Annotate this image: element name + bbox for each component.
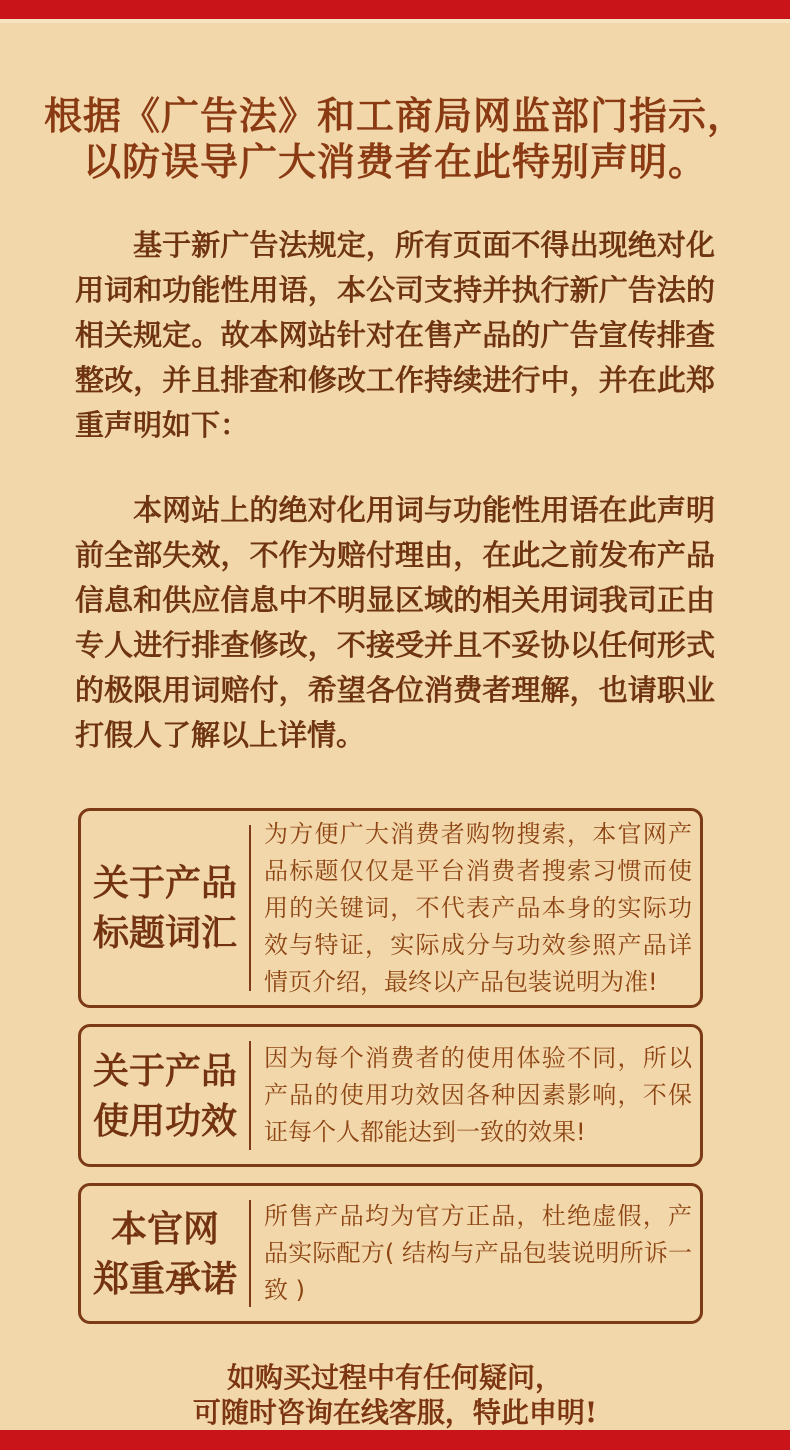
top-red-bar <box>0 0 790 19</box>
notice-box-title <box>81 1027 249 1164</box>
notice-box-title-line-1: 关于产品 <box>92 1049 237 1092</box>
footer-note-line-2: 可随时咨询在线客服，特此申明! <box>192 1396 598 1429</box>
intro-paragraph: 基于新广告法规定，所有页面不得出现绝对化用词和功能性用语，本公司支持并执行新广告法的相关规定。故本网站针对在售产品的广告宣传排查整改，并且排查和修改工作持续进行中，并在此郑重声明如下： <box>75 228 715 442</box>
notice-box-body-text: 所售产品均为官方正品，杜绝虚假，产品实际配方( 结构与产品包装说明所诉一致 ) <box>264 1202 692 1304</box>
notice-box-official-promise <box>78 1183 703 1324</box>
notice-box-title-line-1: 本官网 <box>110 1207 219 1250</box>
notice-box-title <box>81 1186 249 1321</box>
notice-box-body <box>251 1027 700 1164</box>
notice-box-title <box>81 811 249 1005</box>
bottom-red-bar <box>0 1430 790 1450</box>
notice-box-body-text: 因为每个消费者的使用体验不同，所以产品的使用功效因各种因素影响，不保证每个人都能达到一致的效果! <box>264 1044 692 1146</box>
declaration-paragraph: 本网站上的绝对化用词与功能性用语在此声明前全部失效，不作为赔付理由，在此之前发布产品信息和供应信息中不明显区域的相关用词我司正由专人进行排查修改，不接受并且不妥协以任何形式的极限用词赔付，希望各位消费者理解，也请职业打假人了解以上详情。 <box>75 493 715 752</box>
footer-note-line-1: 如购买过程中有任何疑问， <box>226 1361 563 1394</box>
page-title-line-2: 以防误导广大消费者在此特别声明。 <box>82 139 707 184</box>
notice-box-body-text: 为方便广大消费者购物搜索，本官网产品标题仅仅是平台消费者搜索习惯而使用的关键词，不代表产品本身的实际功效与特证，实际成分与功效参照产品详情页介绍，最终以产品包装说明为准! <box>264 819 692 996</box>
notice-box-title-line-1: 关于产品 <box>92 862 237 904</box>
notice-box-group <box>78 808 790 1324</box>
page-title <box>0 93 790 185</box>
notice-box-title-line-2: 郑重承诺 <box>92 1257 237 1300</box>
top-light-strip <box>0 19 790 23</box>
notice-box-title-line-2: 标题词汇 <box>92 912 237 954</box>
notice-box-body <box>251 811 700 1005</box>
notice-box-product-title <box>78 808 703 1008</box>
notice-box-body <box>251 1186 700 1321</box>
notice-box-title-line-2: 使用功效 <box>92 1099 237 1142</box>
footer-note <box>0 1360 790 1430</box>
page-title-line-1: 根据《广告法》和工商局网监部门指示， <box>43 93 746 138</box>
notice-box-product-effect <box>78 1024 703 1167</box>
